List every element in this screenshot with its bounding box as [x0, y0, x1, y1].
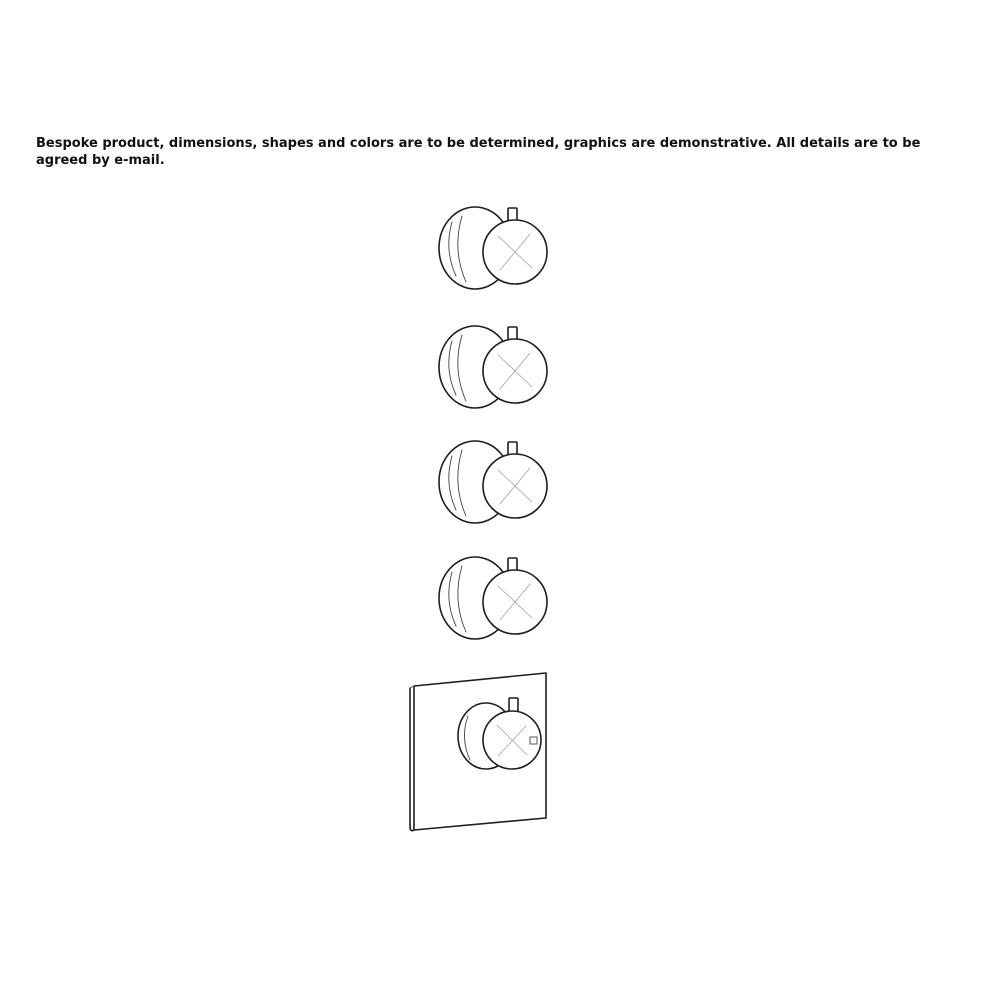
round-control-2 [439, 326, 547, 408]
round-control-1 [439, 207, 547, 289]
square-plate-control [410, 673, 546, 831]
round-control-3 [439, 441, 547, 523]
round-control-4 [439, 557, 547, 639]
disclaimer-text: Bespoke product, dimensions, shapes and colors are to be determined, graphics are demonstrative. All details are to be agreed by e-mail. [36, 136, 921, 168]
